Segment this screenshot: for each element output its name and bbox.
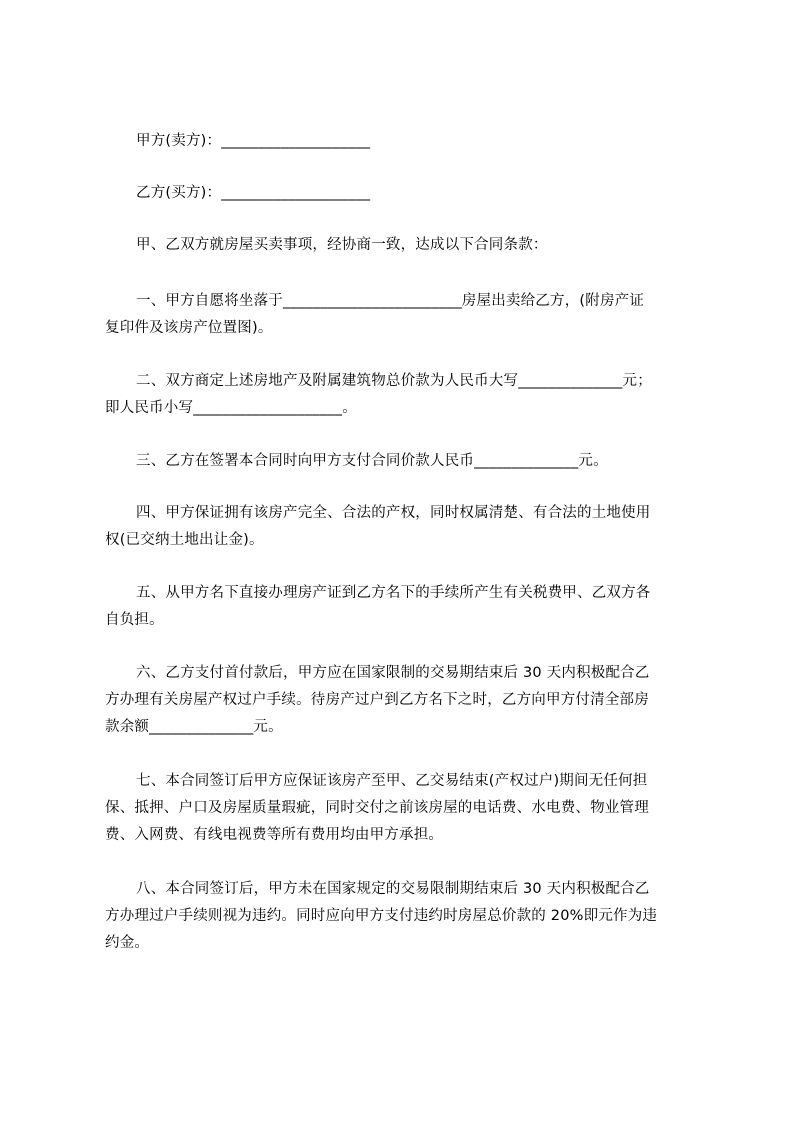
clause-line: 一、甲方自愿将坐落于________________________房屋出卖给乙方，(附房产证 (136, 293, 645, 309)
clause-line: 五、从甲方名下直接办理房产证到乙方名下的手续所产生有关税费甲、乙双方各 (136, 585, 651, 601)
clause-line: 权(已交纳土地出让金)。 (105, 532, 264, 548)
clause-line: 八、本合同签订后，甲方未在国家规定的交易限制期结束后 30 天内积极配合乙 (136, 881, 650, 897)
clause-line: 约金。 (105, 935, 150, 951)
clause-3 (105, 448, 705, 475)
party-b-line (105, 180, 705, 207)
party-a-text: 甲方(卖方)：____________________ (136, 133, 371, 149)
clause-line: 六、乙方支付首付款后，甲方应在国家限制的交易期结束后 30 天内积极配合乙 (136, 665, 650, 681)
clause-line: 二、双方商定上述房地产及附属建筑物总价款为人民币大写______________元； (136, 373, 652, 389)
clause-line: 即人民币小写____________________。 (105, 400, 357, 416)
clause-line: 费、入网费、有线电视费等所有费用均由甲方承担。 (105, 827, 444, 843)
clause-7 (105, 768, 705, 849)
clause-2 (105, 368, 705, 422)
intro-text: 甲、乙双方就房屋买卖事项，经协商一致，达成以下合同条款： (136, 237, 548, 253)
clause-5 (105, 580, 705, 634)
clause-line: 款余额______________元。 (105, 719, 283, 735)
clause-8 (105, 876, 705, 957)
clause-1 (105, 288, 705, 342)
clause-line: 复印件及该房产位置图)。 (105, 320, 273, 336)
clause-line: 保、抵押、户口及房屋质量瑕疵，同时交付之前该房屋的电话费、水电费、物业管理 (105, 800, 649, 816)
clause-line: 三、乙方在签署本合同时向甲方支付合同价款人民币______________元。 (136, 453, 608, 469)
clause-6 (105, 660, 705, 741)
party-a-line (105, 128, 705, 155)
clause-line: 方办理过户手续则视为违约。同时应向甲方支付违约时房屋总价款的 20%即元作为违 (105, 908, 658, 924)
intro-paragraph (105, 232, 705, 259)
party-b-text: 乙方(买方)：____________________ (136, 185, 371, 201)
clause-line: 自负担。 (105, 612, 164, 628)
clause-line: 方办理有关房屋产权过户手续。待房产过户到乙方名下之时，乙方向甲方付清全部房 (105, 692, 649, 708)
clause-4 (105, 500, 705, 554)
clause-line: 七、本合同签订后甲方应保证该房产至甲、乙交易结束(产权过户)期间无任何担 (136, 773, 648, 789)
clause-line: 四、甲方保证拥有该房产完全、合法的产权，同时权属清楚、有合法的土地使用 (136, 505, 651, 521)
